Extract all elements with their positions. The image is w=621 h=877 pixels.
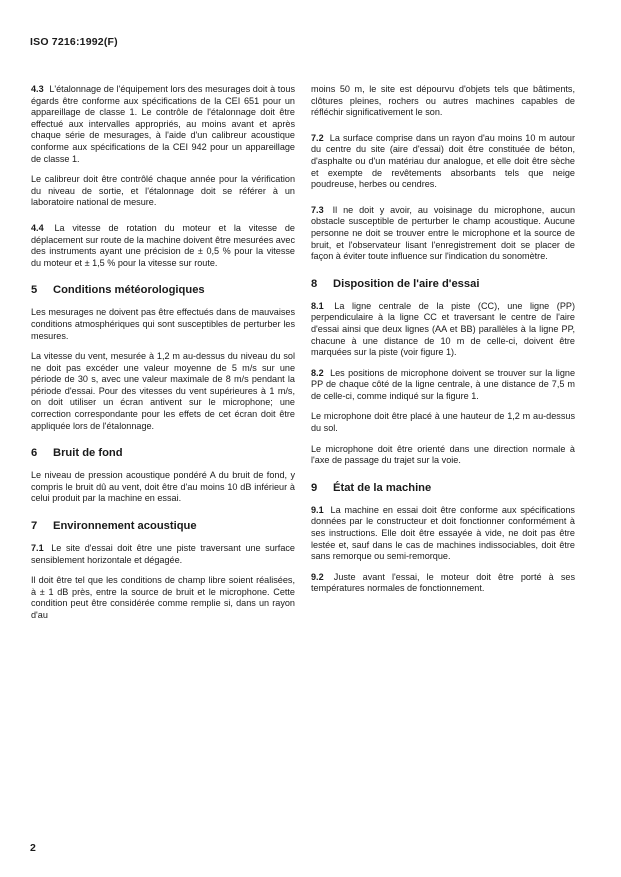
clause-8-1 (311, 301, 575, 359)
clause-text: La surface comprise dans un rayon d'au moins 10 m autour du centre du site (aire d'essai) doit être constituée de béton, d'asphalte ou d'un matériau dur analogue, et elle doit être sèche et exempte de revêtements absorbants tels que neige poudreuse, herbes ou cendres. (311, 132, 575, 190)
clause-7-2 (311, 133, 575, 191)
clause-text: La ligne centrale de la piste (CC), une ligne (PP) perpendiculaire à la ligne CC et traversant le centre de l'aire d'essai ainsi que deux lignes (AA et BB) parallèles à la ligne PP, chacune à une distance de 10 m de celle-ci, doivent être marquées sur la piste (voir figure 1). (311, 300, 575, 358)
clause-text: Juste avant l'essai, le moteur doit être porté à ses températures normales de fonctionnement. (311, 571, 575, 594)
clause-7-3 (311, 205, 575, 263)
section-number: 5 (31, 284, 38, 297)
clause-number: 9.2 (311, 571, 324, 582)
clause-text: La machine en essai doit être conforme aux spécifications données par le constructeur et doit fonctionner conformément à ses instructions. Elle doit être essayée à vide, ne doit pas être lestée et, sauf dans le cas de machines indissociables, doit être sans remorque ou semi-remorque. (311, 504, 575, 562)
paragraph: Les mesurages ne doivent pas être effectués dans de mauvaises conditions atmosphériques qui sont susceptibles de perturber les mesures. (31, 307, 295, 341)
clause-number: 7.1 (31, 543, 44, 554)
clause-9-1 (311, 505, 575, 563)
section-title: Bruit de fond (53, 447, 123, 460)
left-column (31, 84, 295, 631)
page-number: 2 (30, 842, 36, 854)
clause-text: L'étalonnage de l'équipement lors des mesurages doit à tous égards être conforme aux spécifications de la CEI 651 pour un appareillage de classe 1. Le contrôle de l'étalonnage doit être effectué aux intervalles appropriés, au moins avant et après chaque série de mesurages, à l'aide d'un calibreur acoustique conforme aux spécifications de la CEI 942 pour un appareillage de classe 1. (31, 84, 296, 164)
clause-4-3 (31, 84, 295, 165)
section-number: 8 (311, 277, 318, 290)
section-title: État de la machine (333, 481, 432, 494)
clause-text: Les positions de microphone doivent se trouver sur la ligne PP de chaque côté de la ligne centrale, à une distance de 7,5 m de celle-ci, comme indiqué sur la figure 1. (311, 367, 576, 401)
paragraph: Le microphone doit être placé à une hauteur de 1,2 m au-dessus du sol. (311, 411, 575, 434)
clause-text: Il ne doit y avoir, au voisinage du microphone, aucun obstacle susceptible de perturber le champ acoustique. Aucune personne ne doit se trouver entre le microphone et la source de bruit, et l'observateur lisant l'enregistrement doit se placer de façon à éviter toute influence sur l'indication du sonomètre. (311, 204, 575, 262)
section-heading-8 (311, 277, 575, 291)
clause-number: 8.2 (311, 367, 324, 378)
document-header: ISO 7216:1992(F) (30, 36, 118, 48)
paragraph: Le niveau de pression acoustique pondéré A du bruit de fond, y compris le bruit dû au vent, doit être d'au moins 10 dB inférieur à celui produit par la machine en essai. (31, 470, 295, 504)
paragraph: Le microphone doit être orienté dans une direction normale à l'axe de passage du trajet sur la voie. (311, 443, 575, 466)
clause-number: 8.1 (311, 300, 324, 311)
paragraph: La vitesse du vent, mesurée à 1,2 m au-dessus du niveau du sol ne doit pas excéder une valeur moyenne de 5 m/s sur une période de 30 s, avec une valeur maximale de 8 m/s pendant la période d'essai. Pour des vitesses du vent supérieures à 1 m/s, on doit utiliser un écran antivent sur le microphone; une correction correspondante pour les effets de cet écran doit être appliquée lors de l'étalonnage. (31, 351, 295, 431)
section-heading-9 (311, 481, 575, 495)
paragraph: moins 50 m, le site est dépourvu d'objets tels que bâtiments, clôtures pleines, rochers ou autres machines capables de réfléchir significativement le son. (311, 84, 575, 118)
clause-9-2 (311, 572, 575, 595)
section-number: 6 (31, 447, 38, 460)
section-heading-7 (31, 519, 295, 533)
section-number: 9 (311, 481, 318, 494)
clause-number: 7.3 (311, 204, 324, 215)
section-title: Conditions météorologiques (53, 284, 205, 297)
paragraph: Il doit être tel que les conditions de champ libre soient réalisées, à ± 1 dB près, entre la source de bruit et le microphone. Cette condition peut être considérée comme remplie si, dans un rayon d'au (31, 575, 295, 620)
clause-text: La vitesse de rotation du moteur et la vitesse de déplacement sur route de la machine doivent être mesurées avec des instruments ayant une précision de ± 0,5 % pour la vitesse du moteur et ± 1,5 % pour la vitesse sur route. (31, 222, 295, 268)
section-heading-5 (31, 283, 295, 297)
clause-number: 4.4 (31, 222, 44, 233)
clause-4-4 (31, 223, 295, 269)
right-column (311, 84, 575, 604)
clause-7-1 (31, 543, 295, 566)
section-number: 7 (31, 520, 38, 533)
section-title: Disposition de l'aire d'essai (333, 277, 480, 290)
section-heading-6 (31, 446, 295, 460)
clause-number: 4.3 (31, 84, 44, 94)
paragraph: Le calibreur doit être contrôlé chaque année pour la vérification du niveau de sortie, et l'étalonnage doit se référer à un laboratoire national de mesure. (31, 174, 295, 208)
clause-number: 7.2 (311, 132, 324, 143)
clause-8-2 (311, 368, 575, 403)
clause-number: 9.1 (311, 504, 324, 515)
section-title: Environnement acoustique (53, 520, 197, 533)
clause-text: Le site d'essai doit être une piste traversant une surface sensiblement horizontale et dégagée. (31, 543, 295, 565)
